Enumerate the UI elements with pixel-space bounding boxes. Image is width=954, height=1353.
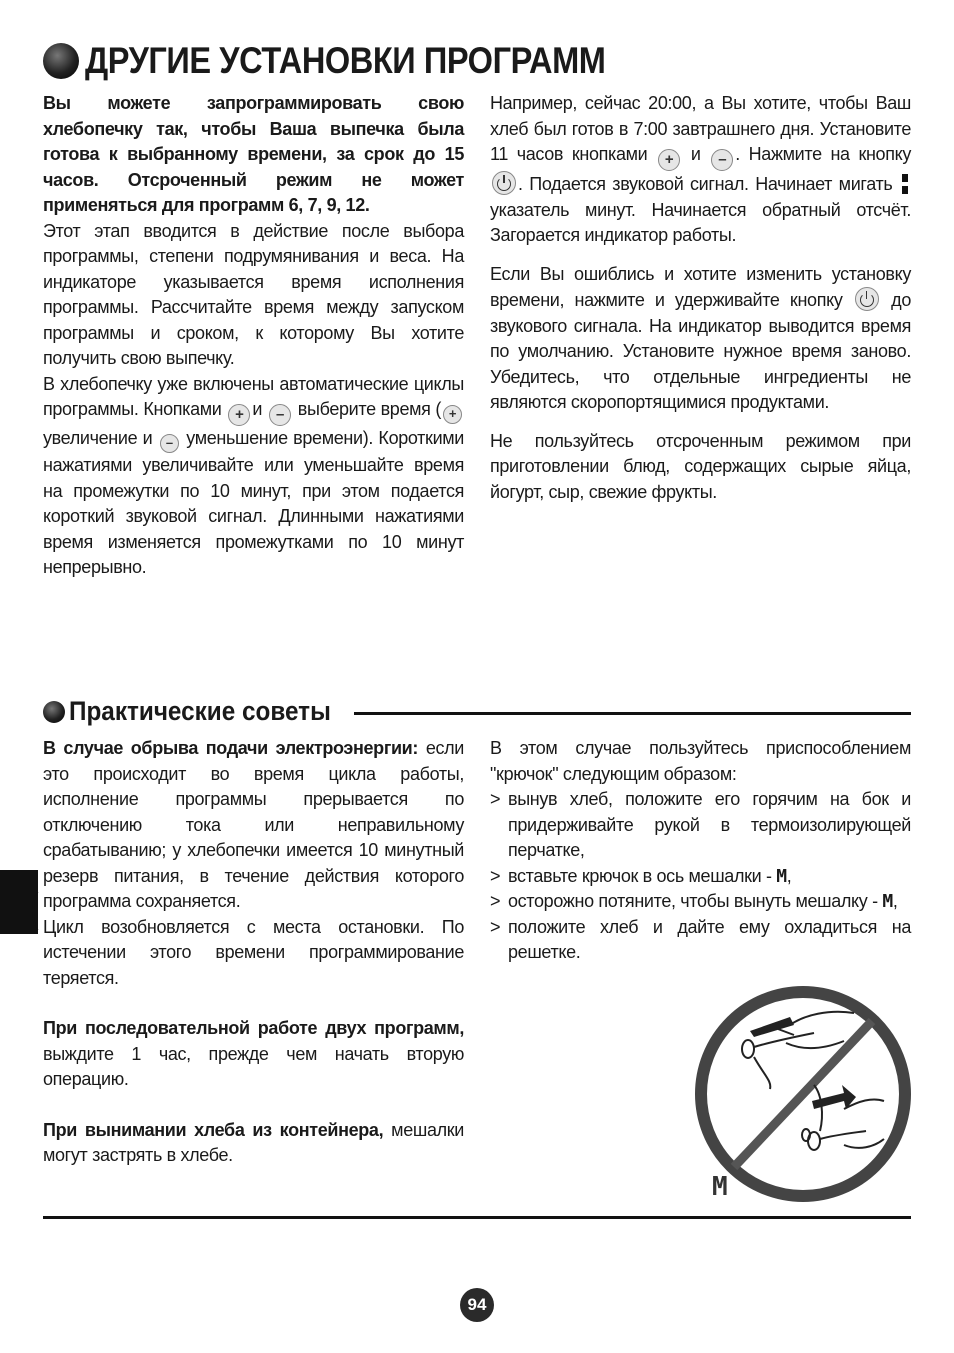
bottom-rule	[43, 1216, 911, 1219]
plus-icon: +	[658, 149, 680, 171]
intro-bold: Вы можете запрограммировать свою хлебопечку так, чтобы Ваша выпечка была готова к выбранному времени, за срок до 15 часов. Отсроченный режим не может применяться для программ 6, 7, 9, 12.	[43, 93, 464, 215]
illustration-label: M	[712, 1172, 728, 1202]
stage-paragraph: Этот этап вводится в действие после выбора программы, степени подрумянивания и веса. На индикаторе указывается время исполнения программы. Рассчитайте время между запуском программы и сроком, к которому Вы хотите получить свою выпечку.	[43, 220, 464, 368]
hook-steps-list	[490, 787, 911, 966]
page-number: 94	[460, 1288, 494, 1322]
blinking-indicator-icon	[902, 174, 908, 194]
list-item: > положите хлеб и дайте ему охладиться на решетке.	[490, 915, 911, 966]
left-column-top	[43, 91, 464, 581]
page-title: ДРУГИЕ УСТАНОВКИ ПРОГРАММ	[85, 40, 606, 81]
buttons-paragraph: В хлебопечку уже включены автоматические циклы программы. Кнопками + и – выберите время ( + увеличение и – уменьшение времени). Короткими нажатиями увеличивайте или уменьшайте время на промежутки по 10 минут, при этом подается короткий звуковой сигнал. Длинными нажатиями время изменяется промежутками по 10 минут непрерывно.	[43, 373, 465, 577]
minus-icon: –	[711, 149, 733, 171]
bullet-icon	[43, 701, 65, 723]
minus-icon: –	[160, 434, 179, 453]
power-button-icon	[855, 287, 879, 311]
bullet-icon	[43, 43, 79, 79]
list-item: > вставьте крючок в ось мешалки - M,	[490, 864, 911, 890]
right-column-top	[490, 91, 911, 505]
plus-icon: +	[443, 405, 462, 424]
power-button-icon	[492, 171, 516, 195]
tips-title: Практические советы	[69, 696, 331, 726]
mistake-paragraph: Если Вы ошиблись и хотите изменить установку времени, нажмите и удерживайте кнопку до звукового сигнала. На индикатор выводится время по умолчанию. Установите нужное время заново. Убедитесь, что отдельные ингредиенты не являются скоропортящимися продуктами.	[490, 263, 911, 412]
power-resume-paragraph: Цикл возобновляется с места остановки. По истечении этого времени программирование теряется.	[43, 916, 464, 988]
heading-rule	[354, 712, 911, 715]
two-programs-paragraph: При последовательной работе двух программ, выждите 1 час, прежде чем начать вторую операцию.	[43, 1018, 464, 1089]
plus-icon: +	[228, 404, 250, 426]
minus-icon: –	[269, 404, 291, 426]
warning-paragraph: Не пользуйтесь отсроченным режимом при приготовлении блюд, содержащих сырые яйца, йогурт, сыр, свежие фрукты.	[490, 430, 911, 502]
list-item: > вынув хлеб, положите его горячим на бок и придерживайте рукой в термоизолирующей перчатке,	[490, 787, 911, 864]
power-failure-paragraph: В случае обрыва подачи электроэнергии: если это происходит во время цикла работы, исполнение программы прерывается по отключению тока или неправильному срабатыванию; у хлебопечки имеется 10 минутный резерв питания, в течение действия которого программа сохраняется.	[43, 738, 464, 911]
hook-illustration	[694, 985, 912, 1203]
right-column-tips	[490, 736, 911, 966]
remove-bread-paragraph: При вынимании хлеба из контейнера, мешалки могут застрять в хлебе.	[43, 1119, 464, 1165]
side-tab-marker	[0, 870, 38, 934]
tips-heading	[43, 696, 911, 727]
list-item: > осторожно потяните, чтобы вынуть мешалку - M,	[490, 889, 911, 915]
page-header	[43, 40, 676, 82]
left-column-tips	[43, 736, 464, 1169]
example-paragraph: Например, сейчас 20:00, а Вы хотите, чтобы Ваш хлеб был готов в 7:00 завтрашнего дня. Установите 11 часов кнопками + и – . Нажмите на кнопку . Подается звуковой сигнал. Начинает мигать указатель минут. Начинается обратный отсчёт. Загорается индикатор работы.	[490, 93, 911, 245]
hook-intro: В этом случае пользуйтесь приспособлением "крючок" следующим образом:	[490, 738, 911, 784]
